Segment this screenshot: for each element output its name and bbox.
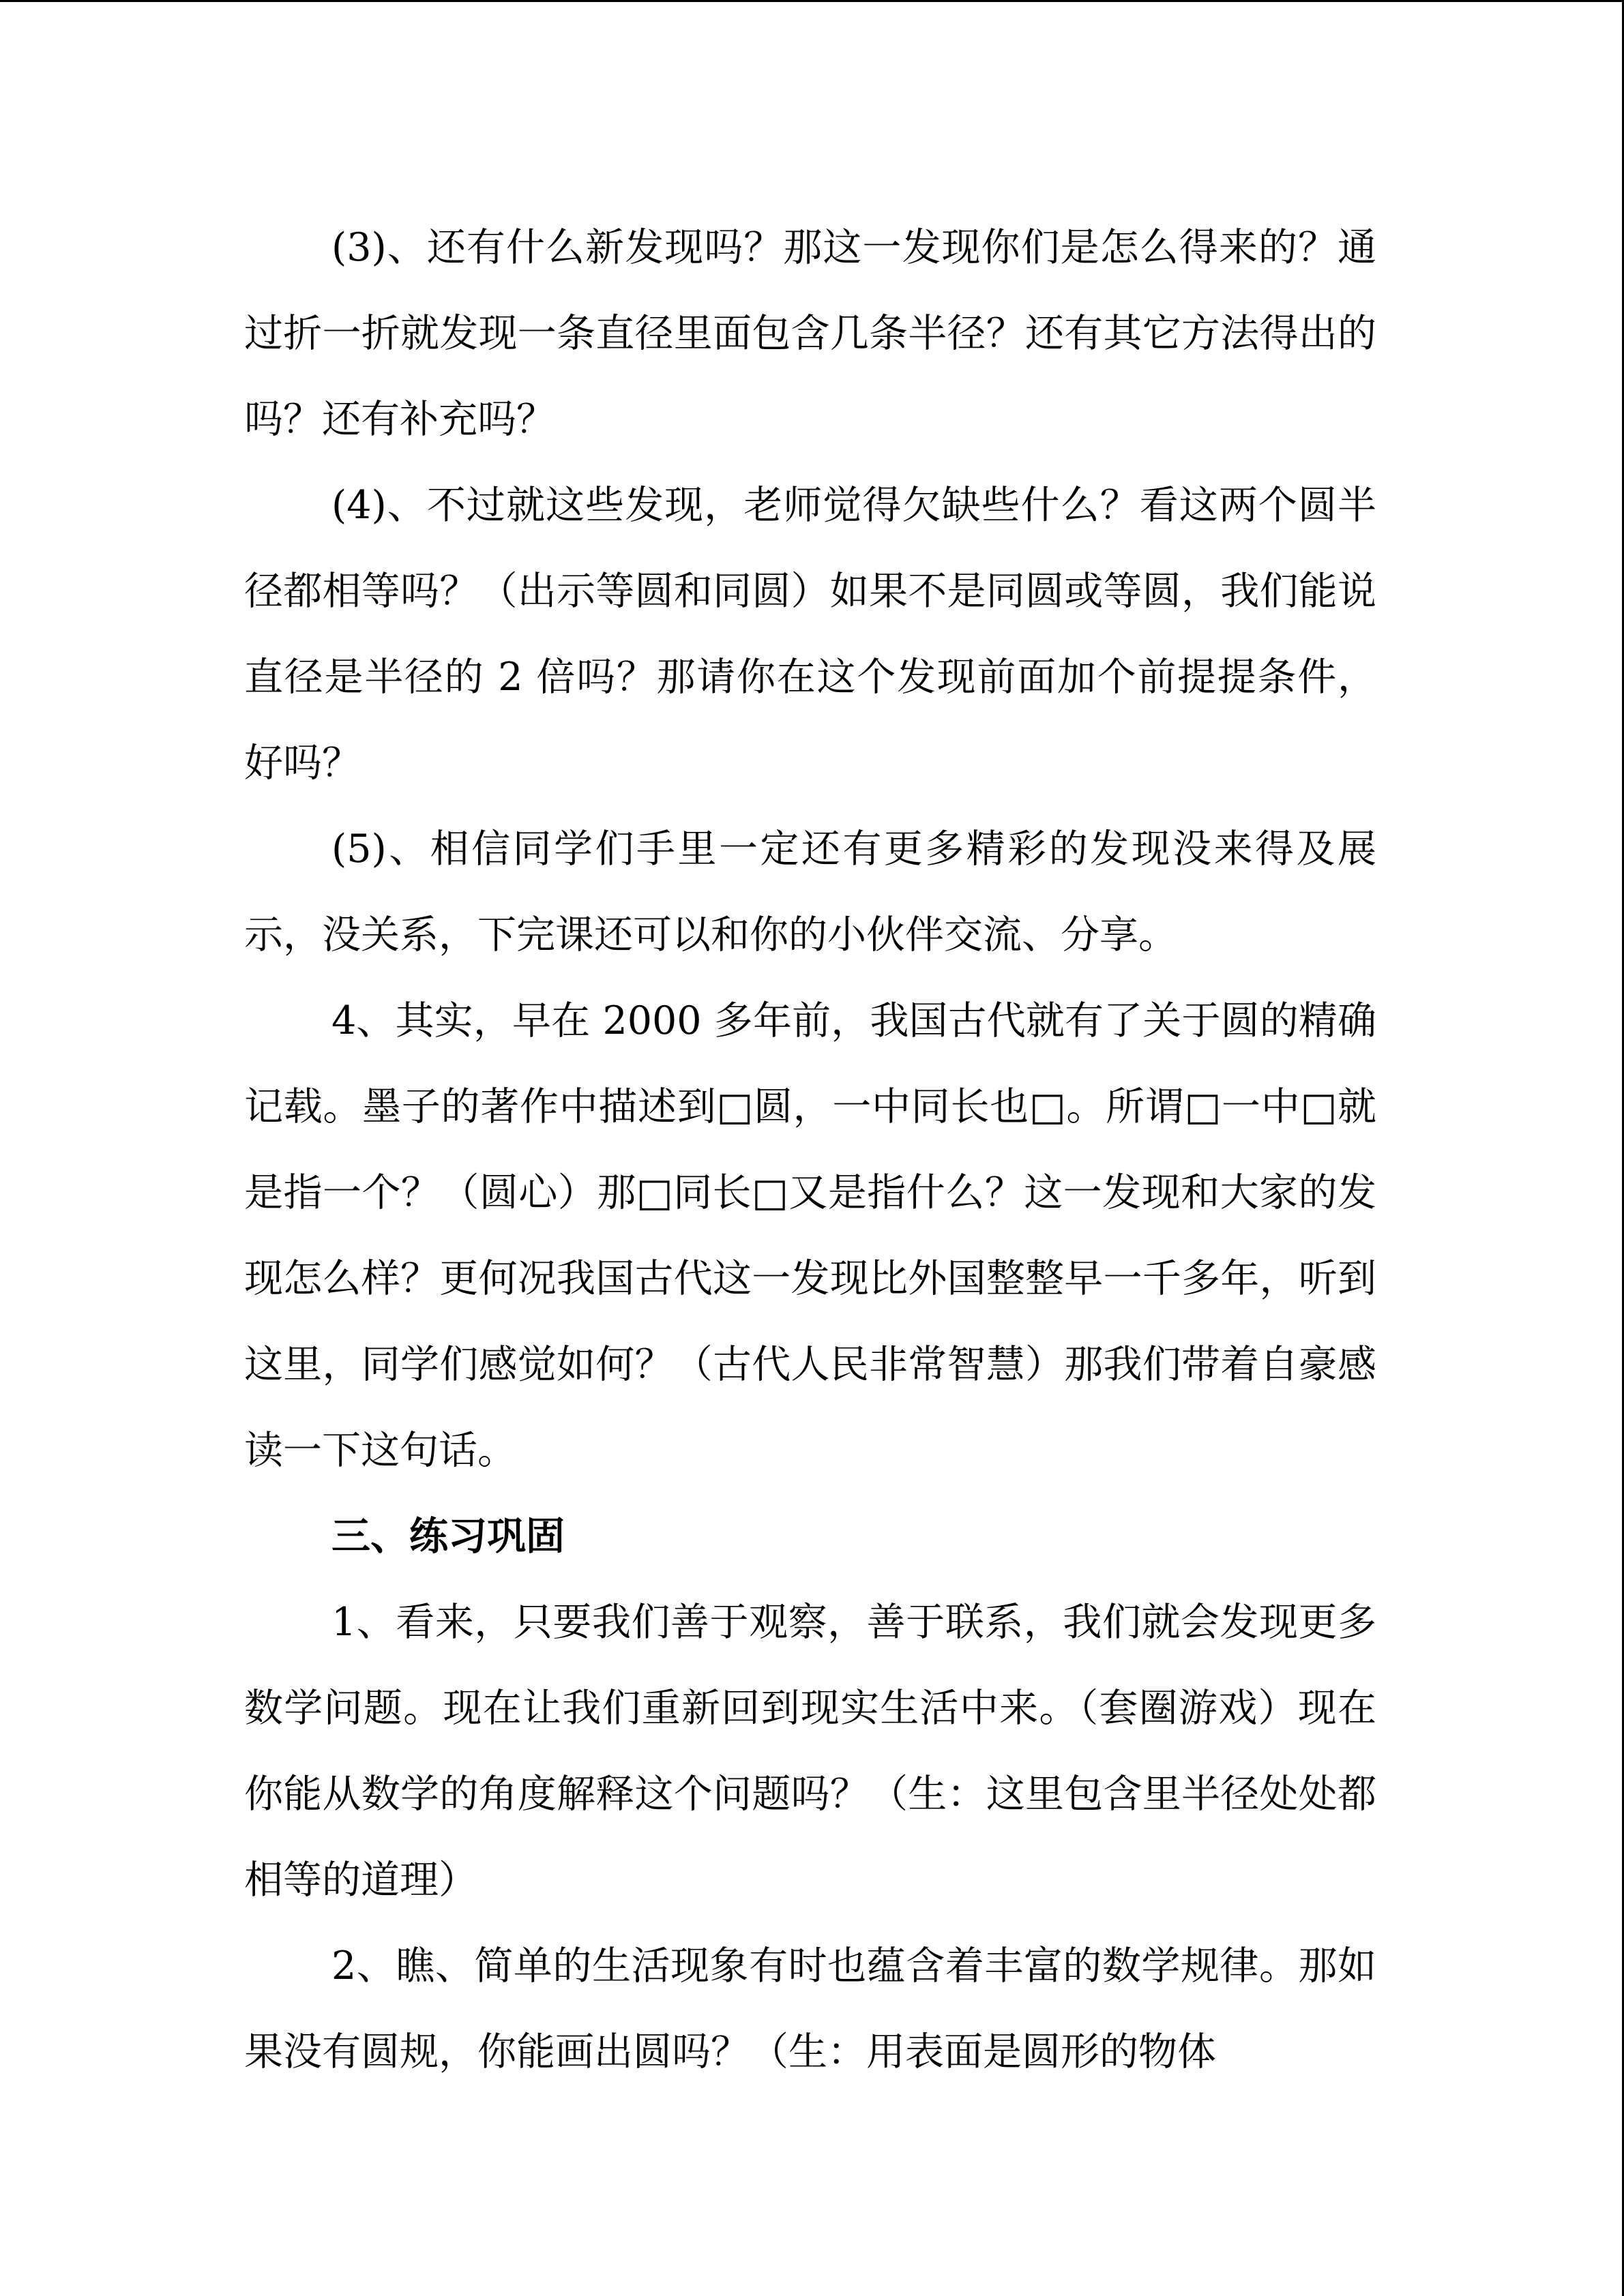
paragraph-practice-2: 2、瞧、简单的生活现象有时也蕴含着丰富的数学规律。那如果没有圆规，你能画出圆吗？（生：用表面是圆形的物体 bbox=[244, 1943, 1376, 2074]
paragraph-history: 4、其实，早在 2000 多年前，我国古代就有了关于圆的精确记载。墨子的著作中描述到□圆，一中同长也□。所谓□一中□就是指一个？（圆心）那□同长□又是指什么？这一发现和大家的发现怎么样？更何况我国古代这一发现比外国整整早一千多年，听到这里，同学们感觉如何？（古代人民非常智慧）那我们带着自豪感读一下这句话。 bbox=[244, 998, 1376, 1473]
paragraph-practice-1: 1、看来，只要我们善于观察，善于联系，我们就会发现更多数学问题。现在让我们重新回到现实生活中来。（套圈游戏）现在你能从数学的角度解释这个问题吗？（生：这里包含里半径处处都相等的道理） bbox=[244, 1600, 1376, 1903]
section-heading-practice: 三、练习巩固 bbox=[331, 1513, 565, 1559]
paragraph-3: (3)、还有什么新发现吗？那这一发现你们是怎么得来的？通过折一折就发现一条直径里面包含几条半径？还有其它方法得出的吗？还有补充吗？ bbox=[244, 225, 1376, 442]
document-page bbox=[244, 205, 1376, 2095]
paragraph-5: (5)、相信同学们手里一定还有更多精彩的发现没来得及展示，没关系，下完课还可以和你的小伙伴交流、分享。 bbox=[244, 826, 1376, 957]
paragraph-4: (4)、不过就这些发现，老师觉得欠缺些什么？看这两个圆半径都相等吗？（出示等圆和同圆）如果不是同圆或等圆，我们能说直径是半径的 2 倍吗？那请你在这个发现前面加个前提提条件，好吗？ bbox=[244, 483, 1376, 786]
page-border-top bbox=[0, 0, 1624, 2]
